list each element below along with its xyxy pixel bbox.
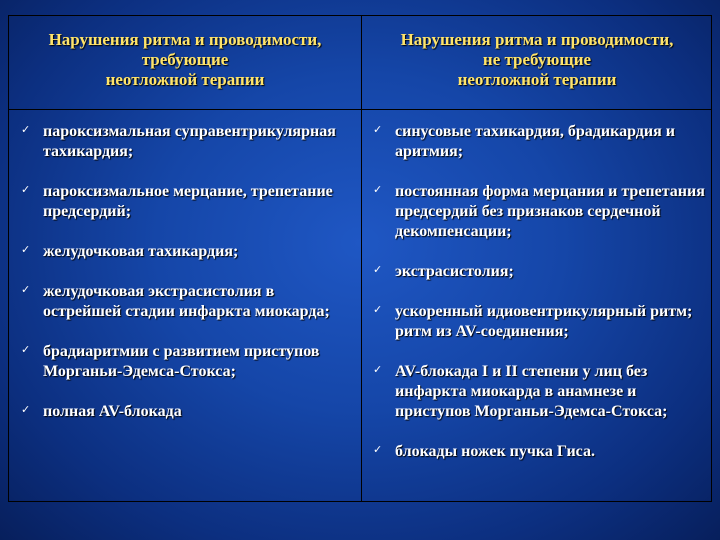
list-item (21, 182, 355, 222)
list-item-text: экстрасистолия; (395, 263, 514, 280)
checkmark-icon: ✓ (373, 123, 383, 136)
non-urgent-list (373, 122, 709, 482)
list-item (21, 342, 355, 382)
checkmark-icon: ✓ (373, 303, 383, 316)
checkmark-icon: ✓ (373, 263, 383, 276)
table-header-row (9, 16, 711, 110)
list-item (21, 402, 355, 422)
header-line: Нарушения ритма и проводимости, (48, 30, 322, 49)
column-divider (361, 110, 362, 501)
list-item-text: AV-блокада I и II степени у лиц без инфаркта миокарда в анамнезе и приступов Морганьи-Эдемса-Стокса; (395, 363, 668, 420)
checkmark-icon: ✓ (21, 403, 31, 416)
list-item-text: постоянная форма мерцания и трепетания предсердий без признаков сердечной декомпенсации; (395, 183, 705, 240)
checkmark-icon: ✓ (21, 243, 31, 256)
list-item-text: полная AV-блокада (43, 403, 182, 420)
header-line: требующие (141, 50, 229, 69)
list-item (21, 242, 355, 262)
checkmark-icon: ✓ (21, 283, 31, 296)
list-item-text: желудочковая экстрасистолия в острейшей стадии инфаркта миокарда; (43, 283, 330, 320)
list-item-text: пароксизмальное мерцание, трепетание предсердий; (43, 183, 333, 220)
header-line: не требующие (482, 50, 592, 69)
column-divider (361, 16, 362, 109)
list-item (373, 442, 709, 462)
list-item-text: блокады ножек пучка Гиса. (395, 443, 595, 460)
list-item (373, 122, 709, 162)
list-item-text: ускоренный идиовентрикулярный ритм; ритм из AV-соединения; (395, 303, 693, 340)
checkmark-icon: ✓ (21, 123, 31, 136)
list-item (373, 302, 709, 342)
header-cell-urgent (9, 30, 361, 90)
list-item-text: брадиаритмии с развитием приступов Морганьи-Эдемса-Стокса; (43, 343, 320, 380)
checkmark-icon: ✓ (21, 343, 31, 356)
comparison-table (8, 15, 712, 502)
header-line: Нарушения ритма и проводимости, (400, 30, 674, 49)
list-item-text: желудочковая тахикардия; (43, 243, 239, 260)
header-line: неотложной терапии (105, 70, 265, 89)
checkmark-icon: ✓ (21, 183, 31, 196)
header-line: неотложной терапии (457, 70, 617, 89)
checkmark-icon: ✓ (373, 183, 383, 196)
checkmark-icon: ✓ (373, 363, 383, 376)
table-body-row (9, 110, 711, 501)
list-item (21, 122, 355, 162)
list-item (373, 262, 709, 282)
list-item (21, 282, 355, 322)
header-cell-non-urgent (361, 30, 713, 90)
list-item (373, 182, 709, 242)
list-item-text: синусовые тахикардия, брадикардия и аритмия; (395, 123, 675, 160)
checkmark-icon: ✓ (373, 443, 383, 456)
list-item-text: пароксизмальная суправентрикулярная тахикардия; (43, 123, 336, 160)
list-item (373, 362, 709, 422)
urgent-list (21, 122, 355, 442)
